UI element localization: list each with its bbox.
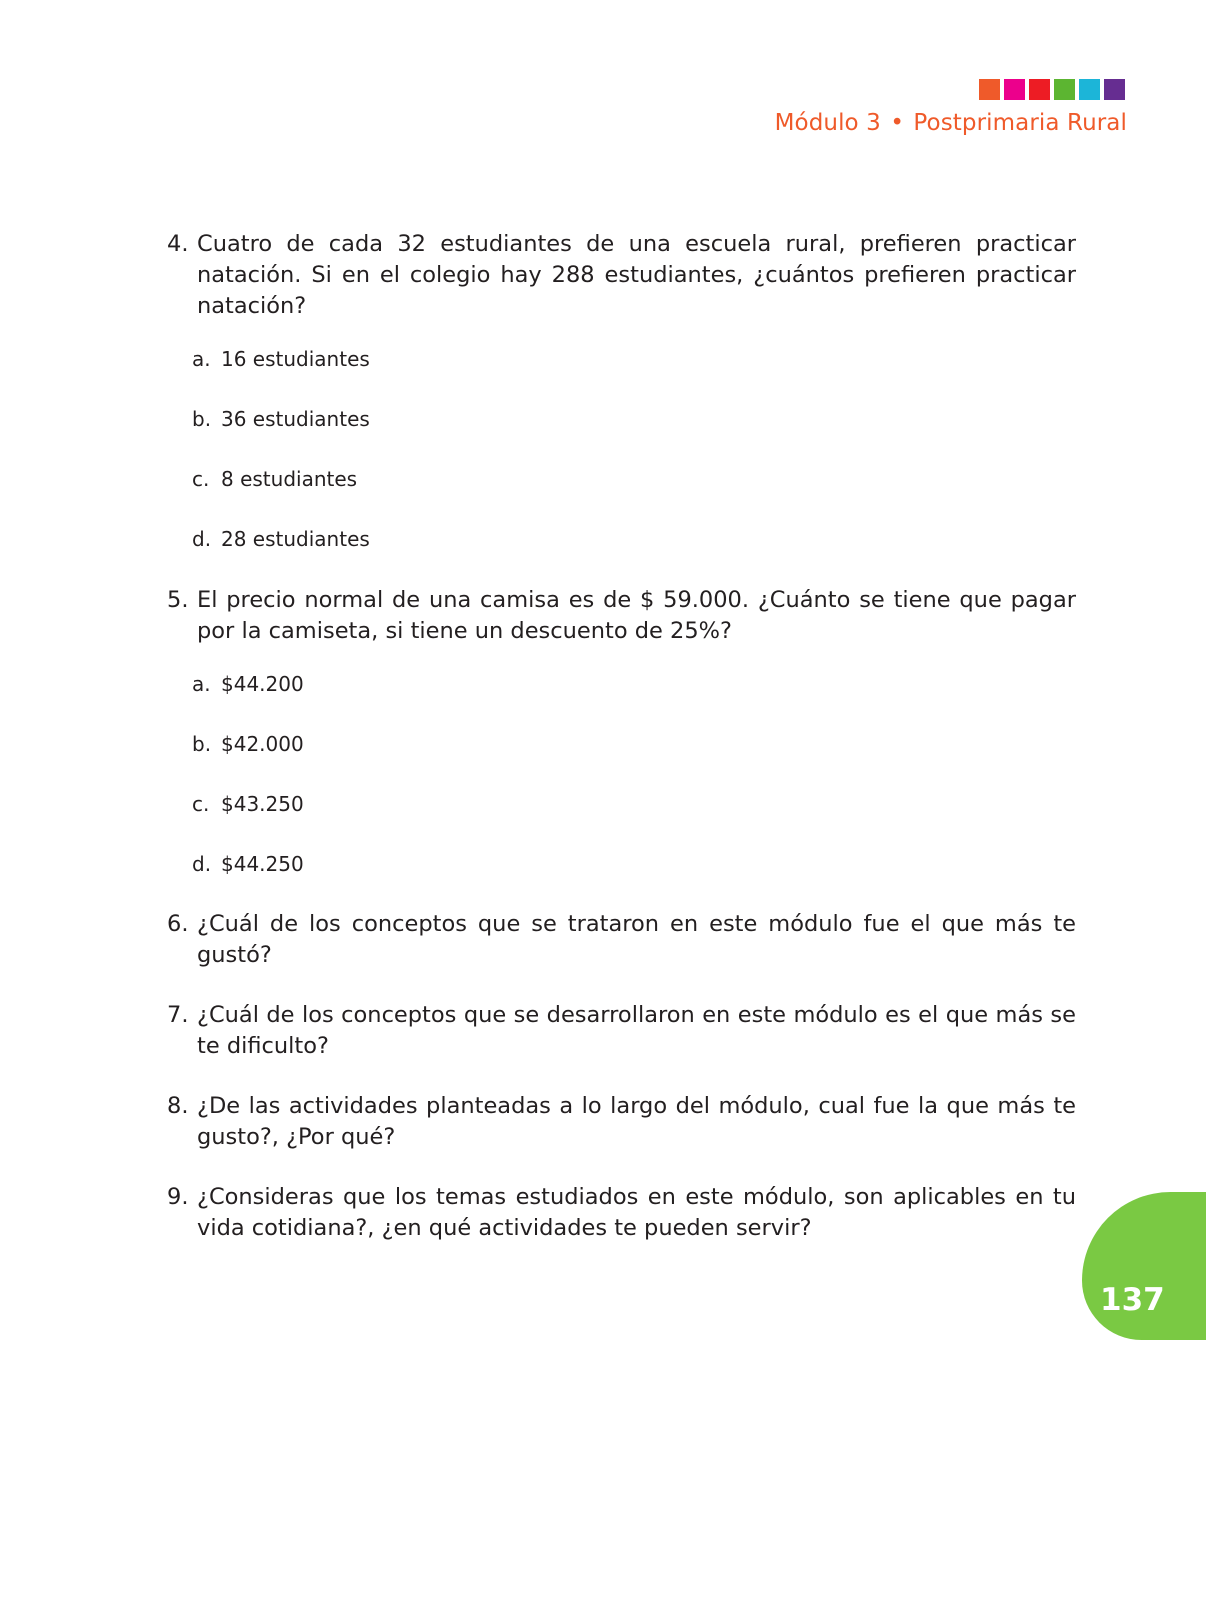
question-6	[167, 909, 1076, 971]
answer-option	[192, 347, 1076, 371]
program-label: Postprimaria Rural	[913, 110, 1127, 136]
page-number: 137	[1100, 1282, 1165, 1318]
option-letter: d.	[192, 527, 212, 551]
module-label: Módulo 3	[774, 110, 881, 136]
option-letter: a.	[192, 672, 211, 696]
answer-option	[192, 732, 1076, 756]
answer-option	[192, 792, 1076, 816]
color-square	[1004, 79, 1025, 100]
color-square	[1104, 79, 1125, 100]
option-text: $44.200	[221, 672, 304, 696]
color-square	[1054, 79, 1075, 100]
question-8	[167, 1091, 1076, 1153]
option-letter: a.	[192, 347, 211, 371]
question-number: 5.	[167, 587, 189, 613]
question-text: El precio normal de una camisa es de $ 59.000. ¿Cuánto se tiene que pagar por la camiseta, si tiene un descuento de 25%?	[197, 587, 1076, 644]
option-letter: c.	[192, 467, 210, 491]
answer-option	[192, 527, 1076, 551]
option-text: 16 estudiantes	[221, 347, 370, 371]
answer-option	[192, 852, 1076, 876]
option-text: 36 estudiantes	[221, 407, 370, 431]
option-text: $43.250	[221, 792, 304, 816]
option-letter: c.	[192, 792, 210, 816]
option-letter: d.	[192, 852, 212, 876]
question-4	[167, 229, 1076, 322]
question-text: Cuatro de cada 32 estudiantes de una escuela rural, prefieren practicar natación. Si en el colegio hay 288 estudiantes, ¿cuántos prefieren practicar natación?	[197, 231, 1076, 319]
answer-option	[192, 407, 1076, 431]
question-number: 8.	[167, 1093, 189, 1119]
running-header	[775, 110, 1127, 136]
answer-option	[192, 467, 1076, 491]
header-separator: •	[890, 110, 904, 136]
question-text: ¿De las actividades planteadas a lo largo del módulo, cual fue la que más te gusto?, ¿Por qué?	[197, 1093, 1076, 1150]
question-number: 7.	[167, 1002, 189, 1028]
question-5	[167, 585, 1076, 647]
color-square	[1079, 79, 1100, 100]
option-text: 8 estudiantes	[221, 467, 358, 491]
question-text: ¿Cuál de los conceptos que se trataron en este módulo fue el que más te gustó?	[197, 911, 1076, 968]
answer-options	[192, 672, 1076, 876]
question-text: ¿Consideras que los temas estudiados en este módulo, son aplicables en tu vida cotidiana?, ¿en qué actividades te pueden servir?	[197, 1184, 1076, 1241]
color-square	[979, 79, 1000, 100]
option-letter: b.	[192, 407, 212, 431]
option-letter: b.	[192, 732, 212, 756]
color-squares-decoration	[979, 79, 1125, 100]
color-square	[1029, 79, 1050, 100]
question-9	[167, 1182, 1076, 1244]
question-number: 6.	[167, 911, 189, 937]
question-text: ¿Cuál de los conceptos que se desarrollaron en este módulo es el que más se te dificulto?	[197, 1002, 1076, 1059]
option-text: $42.000	[221, 732, 304, 756]
question-list	[167, 229, 1076, 1244]
question-number: 9.	[167, 1184, 189, 1210]
question-7	[167, 1000, 1076, 1062]
option-text: 28 estudiantes	[221, 527, 370, 551]
answer-options	[192, 347, 1076, 551]
answer-option	[192, 672, 1076, 696]
question-number: 4.	[167, 231, 189, 257]
option-text: $44.250	[221, 852, 304, 876]
